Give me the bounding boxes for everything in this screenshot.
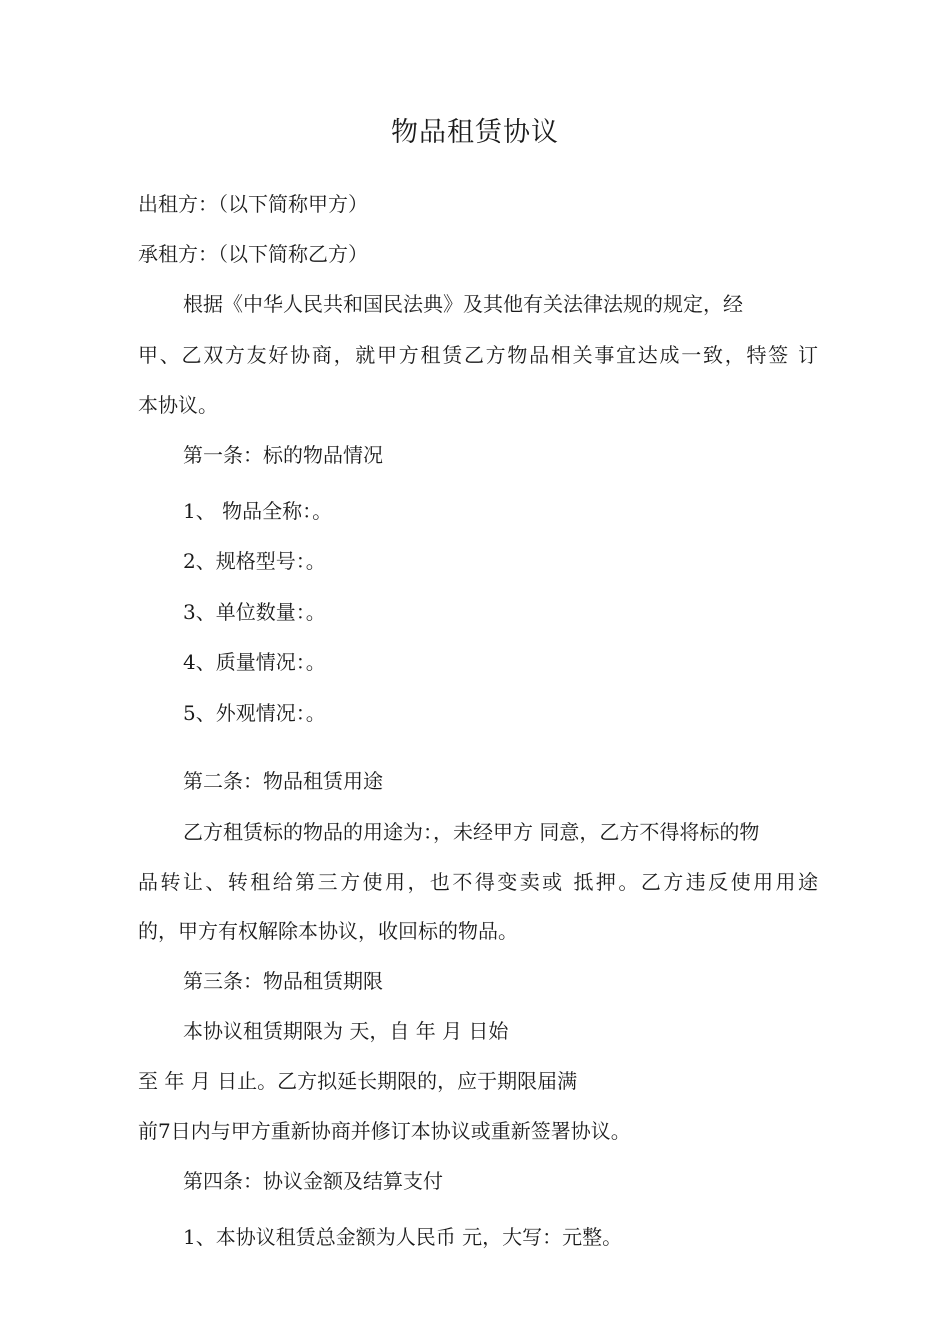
article-3-body-line: 本协议租赁期限为 天，自 年 月 日始: [183, 1019, 509, 1043]
lessor-line: 出租方：（以下简称甲方）: [138, 192, 368, 216]
article-1-item: 5、外观情况：。: [183, 701, 326, 725]
article-2-body-line: 品转让、转租给第三方使用，也不得变卖或 抵押。乙方违反使用用途: [138, 870, 818, 894]
preamble-line: 甲、乙双方友好协商，就甲方租赁乙方物品相关事宜达成一致，特签 订: [138, 343, 818, 367]
article-2-heading: 第二条：物品租赁用途: [183, 769, 383, 793]
preamble-line: 根据《中华人民共和国民法典》及其他有关法律法规的规定，经: [183, 292, 743, 316]
article-1-item: 1、 物品全称：。: [183, 499, 333, 523]
document-title: 物品租赁协议: [391, 117, 559, 148]
article-1-item: 4、质量情况：。: [183, 650, 326, 674]
article-2-body-line: 的，甲方有权解除本协议，收回标的物品。: [138, 919, 518, 943]
preamble-line: 本协议。: [138, 393, 218, 417]
article-3-body-line: 前7日内与甲方重新协商并修订本协议或重新签署协议。: [138, 1119, 631, 1143]
article-1-item: 3、单位数量：。: [183, 600, 326, 624]
article-4-item: 1、本协议租赁总金额为人民币 元，大写：元整。: [183, 1225, 623, 1249]
article-3-heading: 第三条：物品租赁期限: [183, 969, 383, 993]
article-4-heading: 第四条：协议金额及结算支付: [183, 1169, 443, 1193]
article-1-item: 2、规格型号：。: [183, 549, 326, 573]
lessee-line: 承租方：（以下简称乙方）: [138, 242, 368, 266]
article-1-heading: 第一条：标的物品情况: [183, 443, 383, 467]
article-3-body-line: 至 年 月 日止。乙方拟延长期限的，应于期限届满: [138, 1069, 578, 1093]
article-2-body-line: 乙方租赁标的物品的用途为：，未经甲方 同意，乙方不得将标的物: [183, 820, 760, 844]
